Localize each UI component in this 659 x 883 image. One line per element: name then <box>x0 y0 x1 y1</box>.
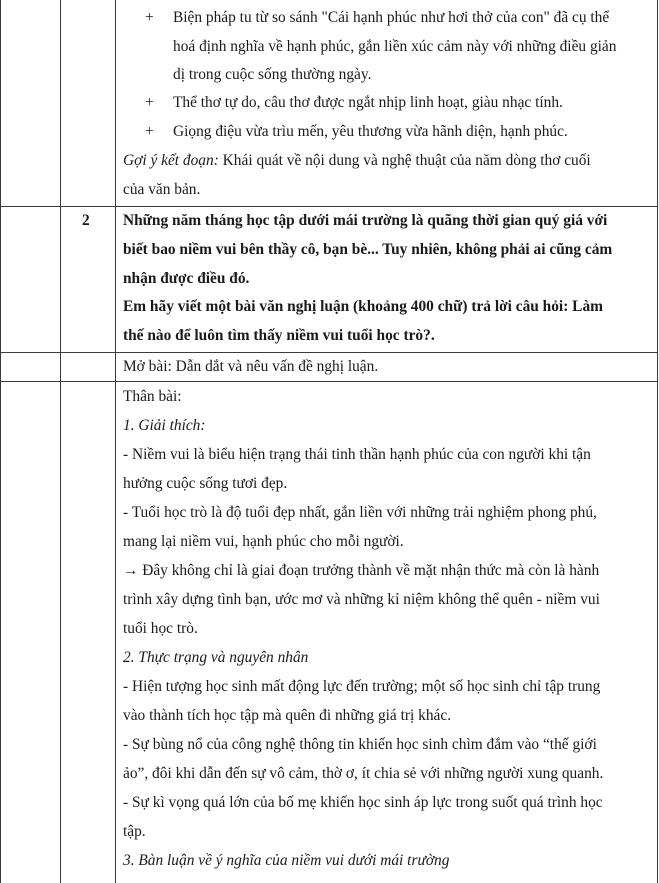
body-line: → Đây không chỉ là giai đoạn trưởng thành về mặt nhận thức mà còn là hành <box>123 562 600 579</box>
body-line: ảo”, đôi khi dẫn đến sự vô cảm, thờ ơ, ít chia sẻ với những người xung quanh. <box>123 765 604 782</box>
body-line: hưởng cuộc sống tươi đẹp. <box>123 475 288 492</box>
question-line: Những năm tháng học tập dưới mái trường là quãng thời gian quý giá với <box>123 212 608 229</box>
section-heading: 1. Giải thích: <box>123 417 206 434</box>
hint-label: Gợi ý kết đoạn: <box>123 152 219 169</box>
bullet-marker: + <box>145 94 154 111</box>
body-line: tập. <box>123 823 146 840</box>
hint-text: Khái quát về nội dung và nghệ thuật của năm dòng thơ cuối <box>218 152 591 169</box>
question-line: nhận được điều đó. <box>123 270 250 287</box>
bullet-text-line: hoá định nghĩa về hạnh phúc, gắn liền xúc cảm này với những điều giản <box>173 38 617 55</box>
hint-text-continued: của văn bản. <box>123 181 201 198</box>
intro-text: Mở bài: Dẫn dắt và nêu vấn đề nghị luận. <box>123 358 379 375</box>
bullet-text-line: dị trong cuộc sống thường ngày. <box>173 66 372 83</box>
question-line: Em hãy viết một bài văn nghị luận (khoảng 400 chữ) trả lời câu hỏi: Làm <box>123 298 603 315</box>
body-heading: Thân bài: <box>123 388 182 405</box>
question-line: biết bao niềm vui bên thầy cô, bạn bè... Tuy nhiên, không phải ai cũng cảm <box>123 241 613 258</box>
bullet-text-line: Giọng điệu vừa trìu mến, yêu thương vừa hãnh diện, hạnh phúc. <box>173 123 568 140</box>
body-line: mang lại niềm vui, hạnh phúc cho mỗi người. <box>123 533 404 550</box>
body-line: - Sự bùng nổ của công nghệ thông tin khiến học sinh chìm đắm vào “thế giới <box>123 736 597 753</box>
section-heading: 2. Thực trạng và nguyên nhân <box>123 649 309 666</box>
bullet-marker: + <box>145 9 154 26</box>
body-line: trình xây dựng tình bạn, ước mơ và những kỉ niệm không thể quên - niềm vui <box>123 591 600 608</box>
body-line: vào thành tích học tập mà quên đi những giá trị khác. <box>123 707 452 724</box>
bullet-text-line: Biện pháp tu từ so sánh "Cái hạnh phúc như hơi thở của con" đã cụ thể <box>173 9 610 26</box>
body-line: - Tuổi học trò là độ tuổi đẹp nhất, gắn liền với những trải nghiệm phong phú, <box>123 504 597 521</box>
bullet-text-line: Thể thơ tự do, câu thơ được ngắt nhịp linh hoạt, giàu nhạc tính. <box>173 94 563 111</box>
section-heading: 3. Bàn luận về ý nghĩa của niềm vui dưới mái trường <box>123 852 450 869</box>
table-border-left <box>0 0 1 883</box>
body-line: - Hiện tượng học sinh mất động lực đến trường; một số học sinh chỉ tập trung <box>123 678 601 695</box>
body-line: tuổi học trò. <box>123 620 198 637</box>
table-border-column-1 <box>60 0 61 883</box>
table-border-right <box>657 0 658 883</box>
body-line: - Niềm vui là biểu hiện trạng thái tinh thần hạnh phúc của con người khi tận <box>123 446 591 463</box>
table-border-column-2 <box>115 0 116 883</box>
hint-line <box>123 146 591 175</box>
question-line: thế nào để luôn tìm thấy niềm vui tuổi học trò?. <box>123 327 435 344</box>
bullet-marker: + <box>145 123 154 140</box>
question-number: 2 <box>82 212 90 229</box>
body-line: - Sự kì vọng quá lớn của bố mẹ khiến học sinh áp lực trong suốt quá trình học <box>123 794 603 811</box>
row-divider-3 <box>0 381 658 382</box>
